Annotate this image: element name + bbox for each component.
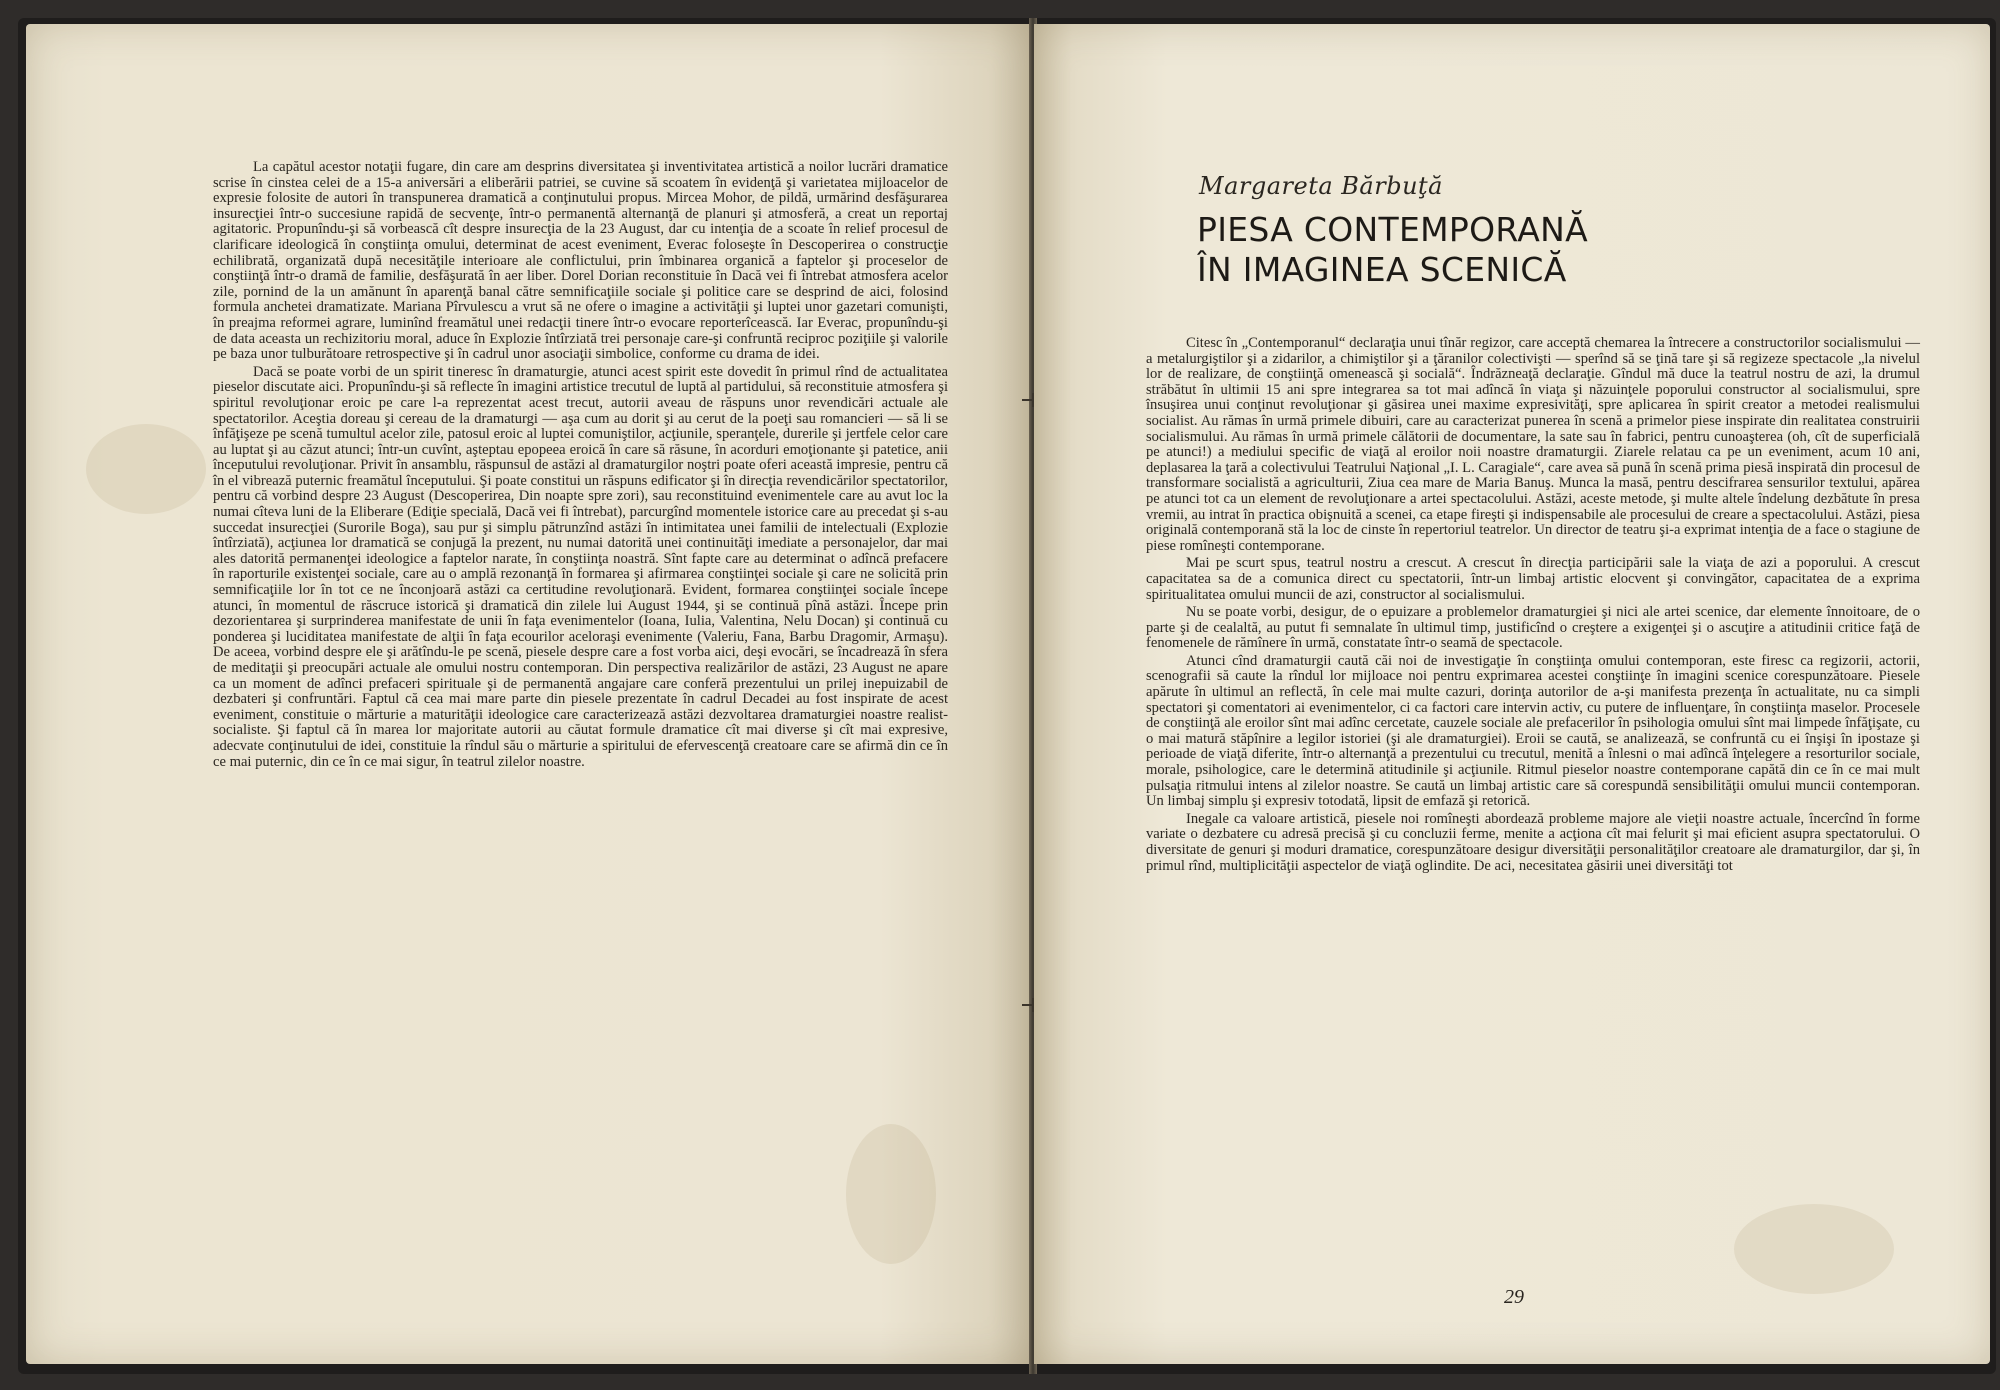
paragraph: La capătul acestor notaţii fugare, din care am desprins diversitatea şi inventivitatea artistică a noilor lucrări dramatice scrise în cinstea celei de a 15-a aniversări a eliberării patriei, se cuvine să scoatem în evidenţă şi varietatea mijloacelor de expresie folosite de autori în transpunerea dramatică a conţinutului propus. Mircea Mohor, de pildă, urmărind desfăşurarea insurecţiei într-o succesiune rapidă de secvenţe, într-o permanentă alternanţă de planuri şi atmosferă, a creat un reportaj agitatoric. Propunîndu-şi să vorbească cît despre insurecţia de la 23 August, dar cu intenţia de a scoate în relief procesul de clarificare ideologică în conştiinţa omului, determinat de acest eveniment, Everac foloseşte în Descoperirea o construcţie echilibrată, organizată după necesităţile interioare ale conflictului, prin îmbinarea organică a faptelor şi proceselor de conştiinţă într-o dramă de familie, desfăşurată în aer liber. Dorel Dorian reconstituie în Dacă vei fi întrebat atmosfera acelor zile, pornind de la un amănunt în aparenţă banal către semnificaţiile sociale şi politice care se desprind de aici, folosind formula anchetei dramatizate. Mariana Pîrvulescu a vrut să ne ofere o imagine a activităţii şi luptei unor gazetari comunişti, în preajma reformei agrare, luminînd freamătul unei redacţii tinere într-o evocare reporterîcească. Iar Everac, propunîndu-şi de data aceasta un rechizitoriu moral, aduce în Explozie întîrziată trei personaje care-şi confruntă reciproc poziţiile şi valorile pe baza unor tulburătoare retrospective şi în cadrul unor asociaţii simbolice, conforme cu drama de idei. [213,159,948,363]
paragraph: Dacă se poate vorbi de un spirit tineresc în dramaturgie, atunci acest spirit este dovedit în primul rînd de actualitatea pieselor discutate aici. Propunîndu-şi să reflecte în imagini artistice trecutul de luptă al partidului, să reconstituie atmosfera şi spiritul revoluţionar eroic pe care l-a reprezentat acest trecut, autorii aveau de răspuns unor revendicări actuale ale spectatorilor. Aceştia doreau şi cereau de la dramaturgi — aşa cum au dorit şi au cerut de la poeţi sau romancieri — să li se înfăţişeze pe scenă tumultul acelor zile, patosul eroic al luptei comuniştilor, acţiunile, speranţele, durerile şi jertfele celor care au luptat şi au căzut atunci; într-un cuvînt, aşteptau epopeea eroică în care să răsune, în acorduri emoţionante şi patetice, anii începutului revoluţionar. Privit în ansamblu, răspunsul de astăzi al dramaturgilor noştri poate oferi această impresie, pentru că în el vibrează puternic freamătul începutului. Şi poate constitui un răspuns edificator şi în direcţia revendicărilor spectatorilor, pentru că vorbind despre 23 August (Descoperirea, Din noapte spre zori), sau reconstituind evenimentele care au avut loc la numai cîteva luni de la Eliberare (Ediţie specială, Dacă vei fi întrebat), parcurgînd momentele istorice care au precedat şi s-au succedat insurecţiei (Surorile Boga), sau pur şi simplu pătrunzînd astăzi în intimitatea unei familii de intelectuali (Explozie întîrziată), acţiunea lor dramatică se conjugă la prezent, nu numai datorită unei continuităţi imediate a personajelor, dar mai ales datorită permanenţei ideologice a faptelor narate, în conştiinţa noastră. Sînt fapte care au determinat o adîncă prefacere în raporturile existenţei sociale, care au o amplă rezonanţă în formarea şi afirmarea conştiinţei sociale şi care ne solicită prin semnificaţiile lor în tot ce ne înconjoară astăzi ca certitudine revoluţionară. Evident, formarea conştiinţei sociale începe atunci, în momentul de răscruce istorică şi dramatică din zilele lui August 1944, şi se continuă pînă astăzi. Începe prin dezorientarea şi surprinderea manifestate de unii în faţa evenimentelor (Ioana, Iulia, Valentina, Nelu Docan) şi continuă cu ponderea şi luciditatea manifestate de alţii în faţa ecourilor aceloraşi evenimente (Valeriu, Fana, Barbu Dragomir, Armaşu). De aceea, vorbind despre ele şi arătîndu-le pe scenă, piesele despre care a fost vorba aici, deşi evocări, se încadrează în sfera de meditaţii şi preocupări actuale ale omului nostru contemporan. Din perspectiva realizărilor de astăzi, 23 August ne apare ca un moment de adînci prefaceri spirituale şi de permanentă angajare care conferă prezentului un prilej inepuizabil de dezbateri şi confruntări. Faptul că cea mai mare parte din piesele prezentate în cadrul Decadei au fost inspirate de acest eveniment, constituie o mărturie a maturităţii ideologice care caracterizează astăzi dezvoltarea dramaturgiei noastre realist-socialiste. Şi faptul că în marea lor majoritate autorii au căutat formule dramatice cît mai diverse şi cît mai expresive, adecvate conţinutului de idei, constituie la rîndul său o mărturie a spiritului de efervescenţă creatoare care se afirmă din ce în ce mai puternic, din ce în ce mai sigur, în teatrul zilelor noastre. [213,363,948,770]
open-book [18,18,1996,1374]
article-author: Margareta Bărbuţă [1199,172,1443,200]
left-article-text [213,160,948,770]
page-number: 29 [1504,1286,1524,1308]
paragraph: Mai pe scurt spus, teatrul nostru a crescut. A crescut în direcţia participării sale la viaţa de azi a poporului. A crescut capacitatea sa de a comunica direct cu spectatorii, într-un limbaj artistic elocvent şi convingător, capacitatea de a exprima spiritualitatea omului muncii de azi, constructor al socialismului. [1146,555,1920,603]
title-line: PIESA CONTEMPORANĂ [1197,210,1588,249]
paper-stain [86,424,206,514]
title-line: ÎN IMAGINEA SCENICĂ [1197,250,1567,289]
paragraph: Atunci cînd dramaturgii caută căi noi de investigaţie în conştiinţa omului contemporan, este firesc ca regizorii, actorii, scenografii să caute la rîndul lor mijloace noi pentru exprimarea acestei conştiinţe în imagini scenice corespunzătoare. Piesele apărute în ultimul an reflectă, în cele mai multe cazuri, dorinţa autorilor de a-şi manifesta prezenţa în actualitate, nu ca simpli spectatori şi comentatori ai evenimentelor, ci ca factori care intervin activ, cu putere de influenţare, în conştiinţa maselor. Procesele de conştiinţă ale eroilor sînt mai adînc cercetate, cauzele sociale ale prefacerilor în psihologia omului sînt mai limpede înfăţişate, cu o mai matură stăpînire a legilor istoriei (şi ale dramaturgiei). Eroii se caută, se analizează, se confruntă cu ei înşişi în ipostaze şi perioade de viaţă diferite, într-o alternanţă a prezentului cu trecutul, menită a înlesni o mai adîncă înţelegere a resorturilor sociale, morale, psihologice, care le determină atitudinile şi acţiunile. Ritmul pieselor noastre contemporane capătă din ce în ce mai mult pulsaţia ritmului intens al zilelor noastre. Se caută un limbaj artistic care să corespundă sensibilităţii omului muncii contemporan. Un limbaj simplu şi expresiv totodată, lipsit de emfază şi retorică. [1146,652,1920,810]
paragraph: Nu se poate vorbi, desigur, de o epuizare a problemelor dramaturgiei şi nici ale artei scenice, dar elemente înnoitoare, de o parte şi de cealaltă, au putut fi semnalate în ultimul timp, justificînd o creştere a exigenţei şi o ascuţire a atitudinii critice faţă de fenomenele de rămînere în urmă, constatate într-o seamă de spectacole. [1146,604,1920,652]
paragraph: Inegale ca valoare artistică, piesele noi romîneşti abordează probleme majore ale vieţii noastre actuale, încercînd în forme variate o dezbatere cu adresă precisă şi cu concluzii ferme, menite a acţiona cît mai felurit şi mai eficient asupra spectatorului. O diversitate de genuri şi moduri dramatice, corespunzătoare desigur diversităţii personalităţilor creatoare ale dramaturgilor, dar şi, în primul rînd, multiplicităţii aspectelor de viaţă oglindite. De aci, necesitatea găsirii unei diversităţi tot [1146,810,1920,874]
right-page [1034,24,1990,1364]
article-title [1197,210,1588,290]
left-page [26,24,1031,1364]
paper-stain [1734,1204,1894,1294]
right-article-text [1146,336,1920,874]
paper-stain [846,1124,936,1264]
paragraph: Citesc în „Contemporanul“ declaraţia unui tînăr regizor, care acceptă chemarea la întrecere a constructorilor socialismului — a metalurgiştilor şi a zidarilor, a chimiştilor şi a ţăranilor colectivişti — sperînd să se ţină tare şi să regizeze spectacole „la nivelul lor de realizare, de conştiinţă omenească şi socială“. Îndrăzneaţă declaraţie. Gîndul mă duce la teatrul nostru de azi, la drumul străbătut în ultimii 15 ani spre integrarea sa tot mai adîncă în viaţa şi năzuinţele poporului constructor al socialismului, spre însuşirea unui conţinut revoluţionar şi găsirea unei maxime expresivităţi, spre aplicarea în spirit creator a metodei realismului socialist. Au rămas în urmă primele dibuiri, care au caracterizat punerea în scenă a primelor piese inspirate din realitatea construirii socialismului. Au rămas în urmă primele călătorii de documentare, la sate sau în fabrici, pentru cunoaşterea (oh, cît de superficială pe atunci!) a mediului specific de viaţă al eroilor noii noastre dramaturgii. Ziarele relatau ca pe un eveniment, acum 10 ani, deplasarea la ţară a colectivului Teatrului Naţional „I. L. Caragiale“, care avea să pună în scenă prima piesă inspirată din procesul de transformare socialistă a agriculturii, Ziua cea mare de Maria Banuş. Munca la masă, pentru descifrarea sensurilor textului, apărea pe atunci tot ca un element de revoluţionare a artei spectacolului. Astăzi, aceste metode, şi multe altele îndelung dezbătute în presa vremii, au intrat în practica obişnuită a scenei, ca etape fireşti şi indispensabile ale procesului de creare a spectacolului. Astăzi, piesa originală contemporană stă la loc de cinste în repertoriul teatrelor. Un director de teatru şi-a exprimat intenţia de a face o stagiune de piese romîneşti contemporane. [1146,335,1920,554]
